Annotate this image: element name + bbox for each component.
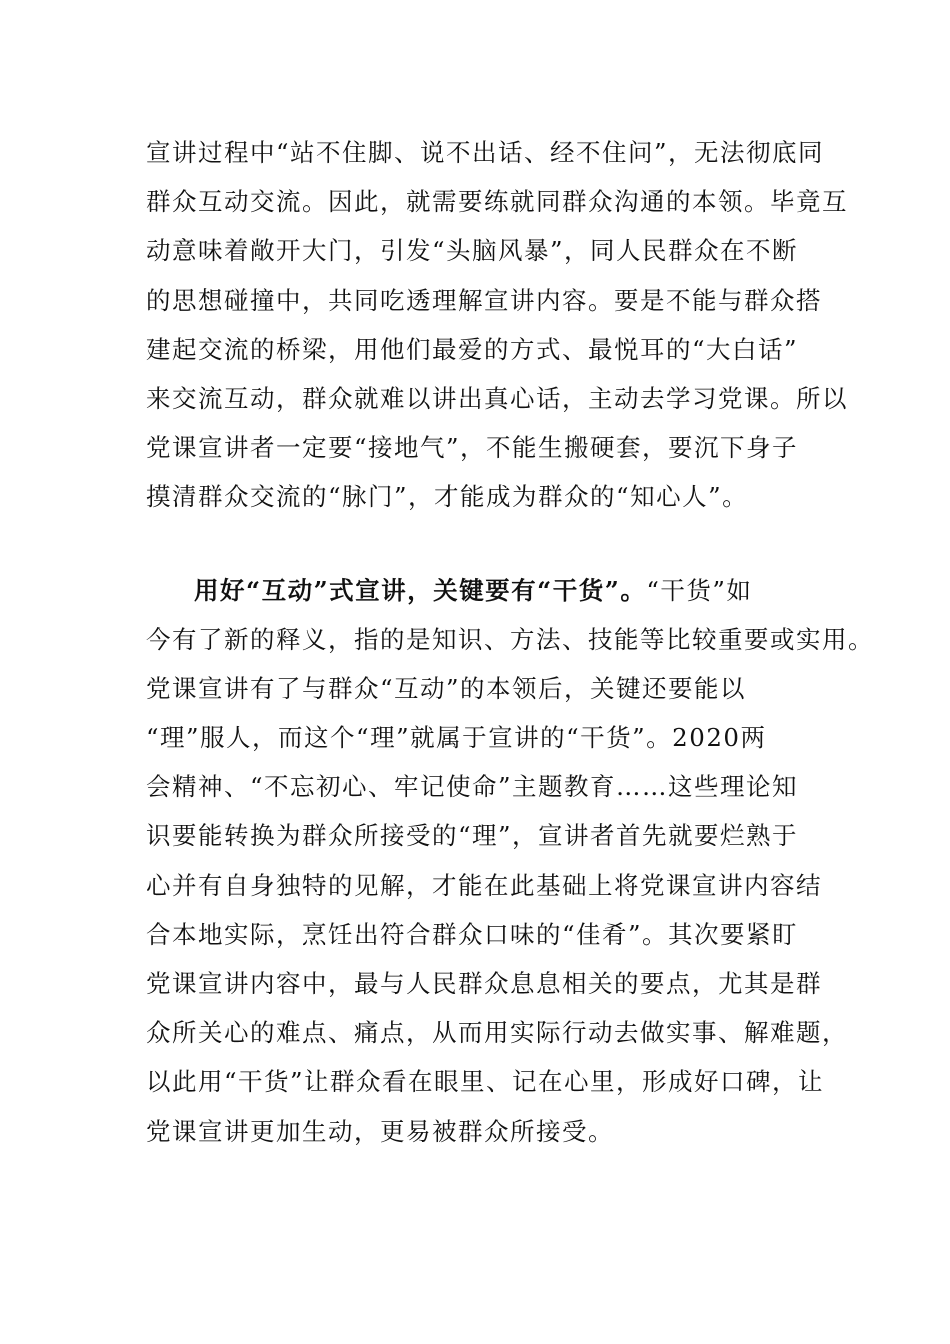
text-line: 群众互动交流。因此，就需要练就同群众沟通的本领。毕竟互 xyxy=(146,187,848,217)
text-line: 党课宣讲者一定要“接地气”，不能生搬硬套，要沉下身子 xyxy=(146,433,799,463)
text-line: 众所关心的难点、痛点，从而用实际行动去做实事、解难题， xyxy=(146,1018,848,1048)
text-line: 建起交流的桥梁，用他们最爱的方式、最悦耳的“大白话” xyxy=(146,334,799,364)
text-line: 合本地实际，烹饪出符合群众口味的“佳肴”。其次要紧盯 xyxy=(146,919,799,949)
text-line: 识要能转换为群众所接受的“理”，宣讲者首先就要烂熟于 xyxy=(146,821,799,851)
text-line: 会精神、“不忘初心、牢记使命”主题教育……这些理论知 xyxy=(146,772,799,802)
text-line: 党课宣讲更加生动，更易被群众所接受。 xyxy=(146,1116,614,1146)
paragraph-dry-goods xyxy=(146,566,874,1156)
paragraph-lead-sentence: 用好“互动”式宣讲，关键要有“干货”。 xyxy=(194,575,647,605)
text-line: 的思想碰撞中，共同吃透理解宣讲内容。要是不能与群众搭 xyxy=(146,285,822,315)
text-line: 摸清群众交流的“脉门”，才能成为群众的“知心人”。 xyxy=(146,482,749,512)
text-line: 党课宣讲内容中，最与人民群众息息相关的要点，尤其是群 xyxy=(146,969,822,998)
paragraph-interaction xyxy=(146,128,848,522)
document-page xyxy=(146,128,874,1156)
text-line-first xyxy=(146,566,816,615)
text-line: 以此用“干货”让群众看在眼里、记在心里，形成好口碑，让 xyxy=(146,1067,825,1097)
text-line: 动意味着敞开大门，引发“头脑风暴”，同人民群众在不断 xyxy=(146,236,799,266)
text-line: 党课宣讲有了与群众“互动”的本领后，关键还要能以 xyxy=(146,673,747,703)
paragraph-gap xyxy=(146,522,816,566)
text-line: “理”服人，而这个“理”就属于宣讲的“干货”。2020两 xyxy=(146,723,767,753)
text-line: 今有了新的释义，指的是知识、方法、技能等比较重要或实用。 xyxy=(146,624,874,654)
text-line: 宣讲过程中“站不住脚、说不出话、经不住问”，无法彻底同 xyxy=(146,138,825,167)
text-line: 心并有自身独特的见解，才能在此基础上将党课宣讲内容结 xyxy=(146,870,822,900)
text-line: 来交流互动，群众就难以讲出真心话，主动去学习党课。所以 xyxy=(146,383,848,413)
first-line-rest: “干货”如 xyxy=(646,575,753,605)
